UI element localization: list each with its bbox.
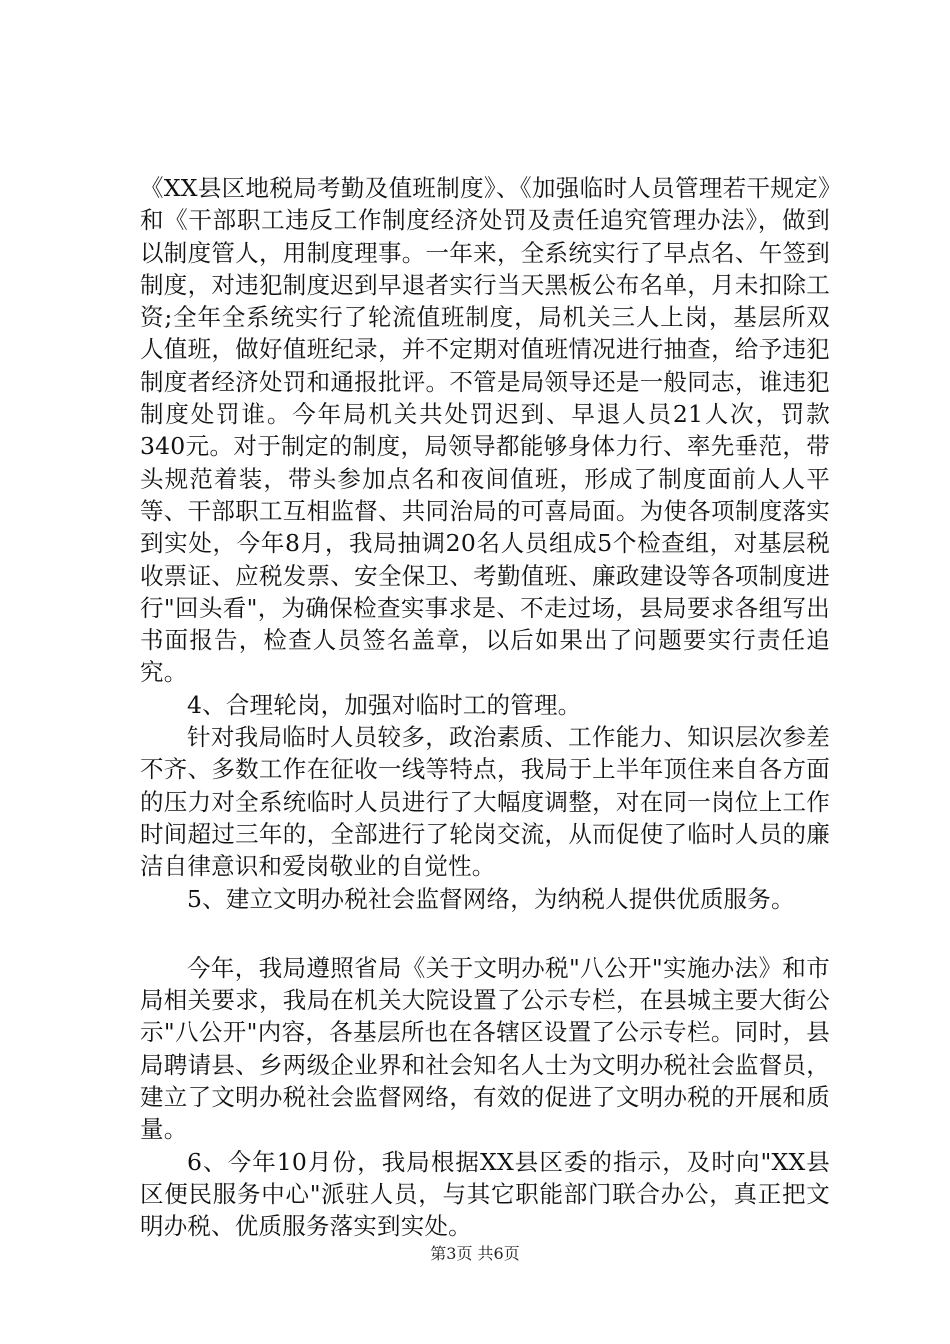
paragraph-regulations: 《XX县区地税局考勤及值班制度》、《加强临时人员管理若干规定》和《干部职工违反工作制度经济处罚及责任追究管理办法》，做到以制度管人，用制度理事。一年来，全系统实行了早点名、午签到制度，对违犯制度迟到早退者实行当天黑板公布名单，月未扣除工资;全年全系统实行了轮流值班制度，局机关三人上岗，基层所双人值班，做好值班纪录，并不定期对值班情况进行抽查，给予违犯制度者经济处罚和通报批评。不管是局领导还是一般同志，谁违犯制度处罚谁。今年局机关共处罚迟到、早退人员21人次，罚款340元。对于制定的制度，局领导都能够身体力行、率先垂范，带头规范着装，带头参加点名和夜间值班，形成了制度面前人人平等、干部职工互相监督、共同治局的可喜局面。为使各项制度落实到实处，今年8月，我局抽调20名人员组成5个检查组，对基层税收票证、应税发票、安全保卫、考勤值班、廉政建设等各项制度进行"回头看"，为确保检查实事求是、不走过场，县局要求各组写出书面报告，检查人员签名盖章，以后如果出了问题要实行责任追究。 (140, 174, 830, 687)
paragraph-civilized-tax: 今年，我局遵照省局《关于文明办税"八公开"实施办法》和市局相关要求，我局在机关大院设置了公示专栏，在县城主要大街公示"八公开"内容，各基层所也在各辖区设置了公示专栏。同时，县局聘请县、乡两级企业界和社会知名人士为文明办税社会监督员，建立了文明办税社会监督网络，有效的促进了文明办税的开展和质量。 (140, 953, 830, 1144)
paragraph-temporary-staff: 针对我局临时人员较多，政治素质、工作能力、知识层次参差不齐、多数工作在征收一线等特点，我局于上半年顶住来自各方面的压力对全系统临时人员进行了大幅度调整，对在同一岗位上工作时间超过三年的，全部进行了轮岗交流，从而促使了临时人员的廉洁自律意识和爱岗敬业的自觉性。 (140, 723, 830, 881)
heading-item-4: 4、合理轮岗，加强对临时工的管理。 (187, 690, 582, 719)
paragraph-item-6: 6、今年10月份，我局根据XX县区委的指示，及时向"XX县区便民服务中心"派驻人员，与其它职能部门联合办公，真正把文明办税、优质服务落实到实处。 (140, 1147, 830, 1241)
heading-item-5: 5、建立文明办税社会监督网络，为纳税人提供优质服务。 (187, 884, 795, 913)
page-number-footer: 第3页 共6页 (430, 1244, 520, 1263)
document-body (140, 172, 830, 1243)
